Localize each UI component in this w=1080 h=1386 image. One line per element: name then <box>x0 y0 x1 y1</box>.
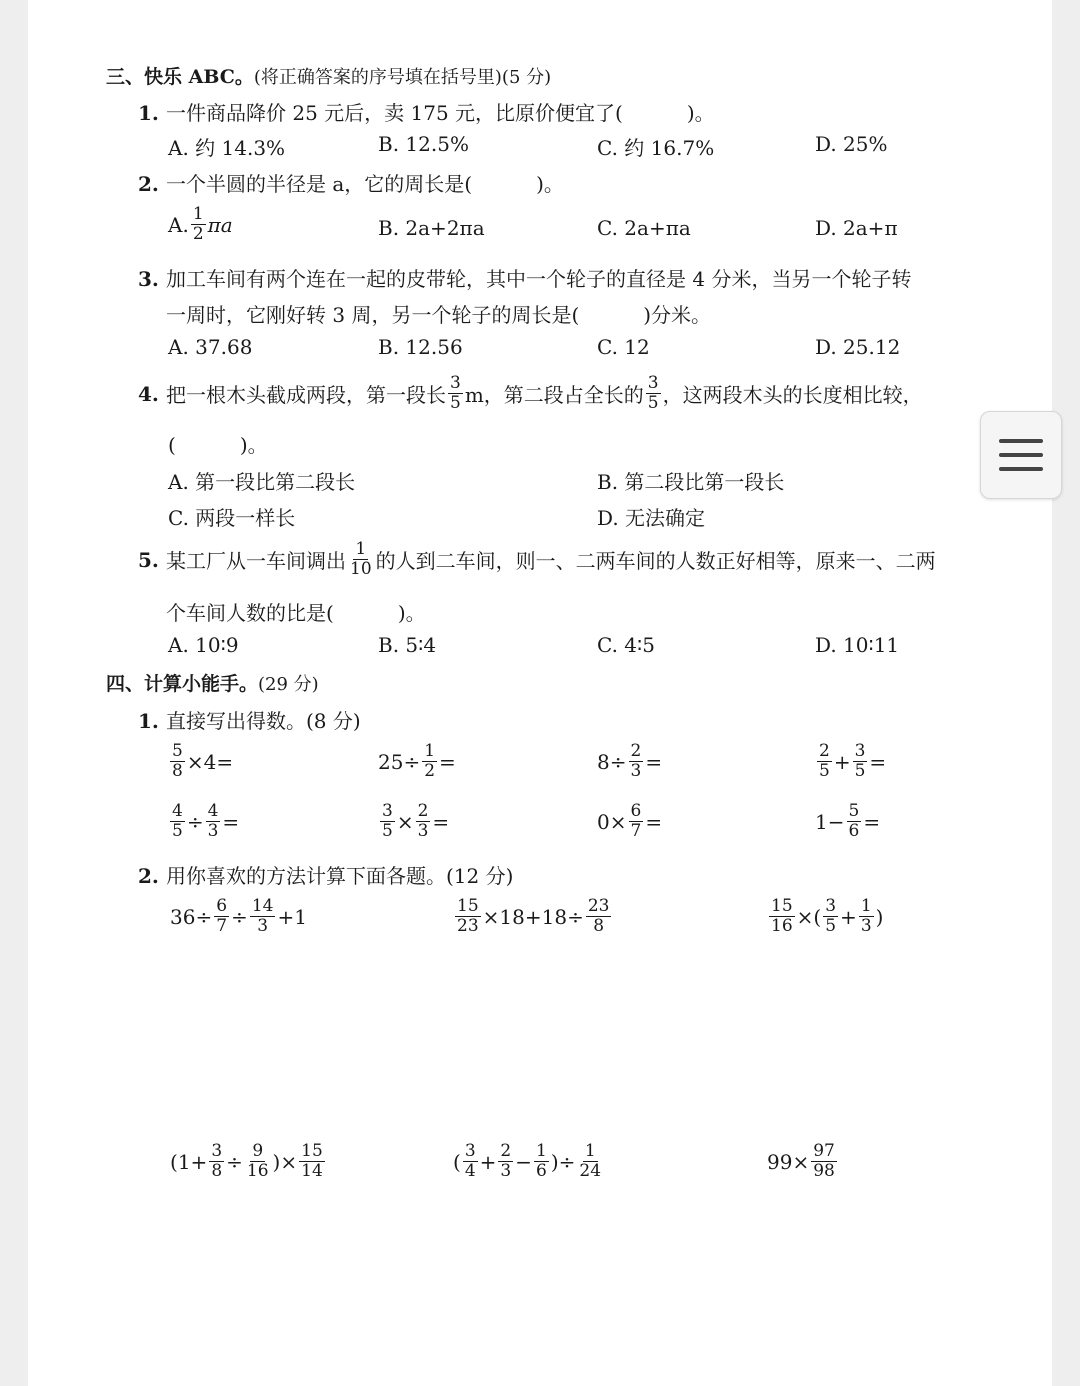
q5-option-c: C. 4∶5 <box>597 633 655 657</box>
math-token: πa <box>207 212 233 237</box>
math-token: 1 <box>294 904 307 929</box>
math-token: 1 <box>192 204 204 224</box>
fraction <box>250 897 276 936</box>
q5-option-b: B. 5∶4 <box>378 633 437 657</box>
math-token: 1 <box>584 1141 596 1161</box>
fraction <box>817 742 832 781</box>
fraction <box>859 897 874 936</box>
math-token: 5 <box>647 393 659 413</box>
fraction <box>498 1142 513 1181</box>
math-token: 97 <box>813 1141 835 1161</box>
math-token: 把一根木头截成两段，第一段长 <box>166 383 446 407</box>
calc-problem <box>170 897 307 936</box>
math-token: ÷ <box>195 904 213 929</box>
math-token: ) <box>272 1149 281 1174</box>
math-token: 5 <box>382 821 393 841</box>
math-token: 25 <box>378 749 404 774</box>
section4-sub1 <box>138 705 361 734</box>
math-token: 6 <box>630 801 642 821</box>
fraction <box>448 374 463 413</box>
q5-option-d: D. 10∶11 <box>815 633 900 657</box>
math-token: ( <box>168 433 176 457</box>
section4-sub2 <box>138 860 513 889</box>
math-token: ( <box>453 1149 461 1174</box>
math-token: ) <box>550 1149 559 1174</box>
q1-option-c: C. 约 16.7% <box>597 136 715 160</box>
math-token: 3 <box>417 821 429 841</box>
math-token: = <box>432 809 450 834</box>
calc-problem <box>767 1142 839 1181</box>
math-token: 2 <box>819 741 830 761</box>
fraction <box>823 897 838 936</box>
fraction <box>245 1142 271 1181</box>
q2-option-c: C. 2a+πa <box>597 216 691 240</box>
calc-item <box>168 802 239 841</box>
math-token: )。 <box>239 433 268 457</box>
math-token: (29 分) <box>258 674 319 695</box>
fraction <box>586 897 612 936</box>
math-token: 4 <box>464 1161 476 1181</box>
math-token: = <box>439 749 456 774</box>
math-token: 3 <box>207 821 219 841</box>
math-token: 三、快乐 ABC。 <box>106 66 254 88</box>
math-token: 10 <box>350 559 372 579</box>
math-token: 1 <box>536 1141 547 1161</box>
math-token: 3 <box>630 761 642 781</box>
q2-option-d: D. 2a+π <box>815 216 898 240</box>
fraction <box>629 742 644 781</box>
math-token: 2 <box>424 761 436 781</box>
fraction <box>170 742 185 781</box>
math-token: 8 <box>211 1161 223 1181</box>
math-token: 4 <box>207 801 219 821</box>
math-token: 14 <box>301 1161 323 1181</box>
math-token: ÷ <box>567 904 584 929</box>
math-token: = <box>645 809 663 834</box>
fraction <box>463 1142 478 1181</box>
math-token: × <box>792 1149 810 1174</box>
math-token: ÷ <box>231 904 248 929</box>
math-token: 8 <box>593 916 605 936</box>
calc-item <box>815 742 886 781</box>
math-token: 3 <box>854 741 866 761</box>
math-token: 15 <box>301 1141 323 1161</box>
math-token: 直接写出得数。(8 分) <box>166 709 361 733</box>
fraction <box>847 802 862 841</box>
math-token: 8 <box>597 749 610 774</box>
q4-option-a: A. 第一段比第二段长 <box>168 470 356 494</box>
math-token: 3 <box>257 916 269 936</box>
math-token: 5 <box>848 801 860 821</box>
math-token: 3 <box>464 1141 476 1161</box>
question-1 <box>138 97 715 126</box>
q3-option-b: B. 12.56 <box>378 335 463 359</box>
fraction <box>209 1142 224 1181</box>
section4-heading <box>106 669 319 696</box>
math-token: 个车间人数的比是( <box>166 601 334 625</box>
math-token: ( <box>813 904 822 929</box>
math-token: 加工车间有两个连在一起的皮带轮，其中一个轮子的直径是 4 分米，当另一个轮子转 <box>166 267 912 291</box>
math-token: 4. <box>138 381 159 406</box>
fraction <box>646 374 661 413</box>
q4-option-b: B. 第二段比第一段长 <box>597 470 785 494</box>
math-token: 1. <box>138 101 159 125</box>
math-token: 6 <box>216 896 228 916</box>
math-token: 5 <box>825 916 837 936</box>
q1-option-d: D. 25% <box>815 132 888 156</box>
math-token: 3 <box>825 896 837 916</box>
math-token: ÷ <box>403 749 421 774</box>
question-3-line2 <box>166 299 711 328</box>
math-token: 5. <box>138 547 159 572</box>
math-token: × <box>609 809 627 834</box>
calc-problem <box>453 1142 605 1181</box>
math-token: 4 <box>203 749 217 774</box>
calc-item <box>168 742 233 781</box>
math-token: + <box>277 904 295 929</box>
math-token: 4 <box>172 801 183 821</box>
math-token: 16 <box>246 1161 269 1181</box>
math-token: m，第二段占全长的 <box>464 383 644 407</box>
math-token: 36 <box>170 904 196 929</box>
math-token: 5 <box>819 761 830 781</box>
math-token: 15 <box>457 896 479 916</box>
question-4-line2 <box>168 429 268 458</box>
math-token: = <box>869 749 887 774</box>
math-token: ) <box>875 904 884 929</box>
math-token: )分米。 <box>643 303 712 327</box>
question-5-line2 <box>166 597 426 626</box>
math-token: 1 <box>860 896 872 916</box>
question-3 <box>138 263 911 292</box>
math-token: − <box>827 809 845 834</box>
math-token: )。 <box>536 172 564 196</box>
math-token: 某工厂从一车间调出 <box>166 549 346 573</box>
math-token: × <box>186 749 204 774</box>
math-token: 9 <box>252 1141 264 1161</box>
math-token: 2. <box>138 172 159 196</box>
calc-item <box>378 742 456 781</box>
math-token: ÷ <box>558 1149 576 1174</box>
fraction <box>380 802 395 841</box>
math-token: 2 <box>500 1141 512 1161</box>
math-token: ( <box>170 1149 178 1174</box>
math-token: 用你喜欢的方法计算下面各题。(12 分) <box>166 864 514 888</box>
calc-problem <box>170 1142 327 1181</box>
math-token: 1 <box>355 539 367 559</box>
math-token: 18 <box>541 904 568 929</box>
fraction <box>214 897 229 936</box>
question-2 <box>138 168 564 197</box>
math-token: = <box>863 809 881 834</box>
math-token: 23 <box>587 896 610 916</box>
fraction <box>455 897 481 936</box>
math-token: 6 <box>848 821 860 841</box>
math-token: + <box>190 1149 208 1174</box>
fraction <box>170 802 185 841</box>
math-token: 3 <box>211 1141 223 1161</box>
math-token: 3 <box>500 1161 512 1181</box>
math-token: + <box>479 1149 497 1174</box>
fraction <box>811 1142 837 1181</box>
math-token: × <box>396 809 414 834</box>
math-token: 5 <box>172 821 183 841</box>
calc-item <box>815 802 880 841</box>
math-token: 1. <box>138 709 159 733</box>
calc-problem <box>453 897 613 936</box>
fraction <box>769 897 795 936</box>
math-token: 2. <box>138 864 159 888</box>
math-token: (将正确答案的序号填在括号里)(5 分) <box>253 67 552 88</box>
math-token: 16 <box>771 916 793 936</box>
math-token: 15 <box>771 896 793 916</box>
math-token: 98 <box>813 1161 835 1181</box>
math-token: 7 <box>216 916 228 936</box>
menu-button[interactable] <box>980 411 1062 499</box>
math-token: ÷ <box>609 749 627 774</box>
q2-option-a <box>168 205 233 244</box>
math-token: 2 <box>192 224 204 244</box>
calc-item <box>597 742 662 781</box>
math-token: 5 <box>450 393 461 413</box>
q3-option-a: A. 37.68 <box>168 335 253 359</box>
math-token: 5 <box>854 761 866 781</box>
math-token: 5 <box>172 741 183 761</box>
math-token: )。 <box>397 601 426 625</box>
calc-item <box>597 802 662 841</box>
math-token: 0 <box>597 809 610 834</box>
math-token: − <box>515 1149 532 1174</box>
fraction <box>853 742 868 781</box>
math-token: 1 <box>815 809 828 834</box>
math-token: 1 <box>177 1149 191 1174</box>
fraction <box>577 1142 603 1181</box>
fraction <box>534 1142 549 1181</box>
math-token: + <box>833 749 851 774</box>
q3-option-c: C. 12 <box>597 335 650 359</box>
fraction <box>191 205 206 244</box>
fraction <box>299 1142 325 1181</box>
math-token: 3 <box>382 801 393 821</box>
math-token: 一个半圆的半径是 a，它的周长是( <box>166 172 473 196</box>
math-token: 一件商品降价 25 元后，卖 175 元，比原价便宜了( <box>166 101 623 125</box>
fraction <box>416 802 431 841</box>
math-token: 2 <box>417 801 429 821</box>
math-token: + <box>840 904 857 929</box>
math-token: 24 <box>579 1161 602 1181</box>
fraction <box>629 802 644 841</box>
math-token: 23 <box>457 916 479 936</box>
math-token: 2 <box>630 741 642 761</box>
math-token: 3. <box>138 267 159 291</box>
math-token: = <box>645 749 663 774</box>
math-token: 3 <box>860 916 872 936</box>
math-token: × <box>482 904 500 929</box>
math-token: ÷ <box>226 1149 243 1174</box>
question-5 <box>138 540 936 579</box>
calc-item <box>378 802 449 841</box>
q5-option-a: A. 10∶9 <box>168 633 239 657</box>
calc-problem <box>767 897 883 936</box>
math-token: × <box>280 1149 298 1174</box>
fraction <box>422 742 437 781</box>
math-token: 的人到二车间，则一、二两车间的人数正好相等，原来一、二两 <box>375 549 936 573</box>
math-token: = <box>216 749 234 774</box>
math-token: 99 <box>767 1149 793 1174</box>
section3-heading <box>106 62 551 89</box>
math-token: )。 <box>686 101 715 125</box>
math-token: ，这两段木头的长度相比较， <box>662 383 923 407</box>
math-token: 一周时，它刚好转 3 周，另一个轮子的周长是( <box>166 303 580 327</box>
q4-option-d: D. 无法确定 <box>597 506 706 530</box>
math-token: × <box>796 904 814 929</box>
math-token: 7 <box>630 821 642 841</box>
q4-option-c: C. 两段一样长 <box>168 506 296 530</box>
fraction <box>348 540 374 579</box>
q1-option-b: B. 12.5% <box>378 132 469 156</box>
math-token: 14 <box>251 896 274 916</box>
q1-option-a: A. 约 14.3% <box>168 136 286 160</box>
math-token: = <box>222 809 240 834</box>
math-token: ÷ <box>186 809 204 834</box>
math-token: 3 <box>450 373 461 393</box>
math-token: 3 <box>647 373 659 393</box>
question-4 <box>138 374 923 413</box>
math-token: 6 <box>536 1161 547 1181</box>
math-token: A. <box>168 212 189 237</box>
math-token: 18 <box>499 904 525 929</box>
fraction <box>206 802 221 841</box>
q3-option-d: D. 25.12 <box>815 335 901 359</box>
math-token: 四、计算小能手。 <box>106 673 259 695</box>
math-token: + <box>524 904 542 929</box>
q2-option-b: B. 2a+2πa <box>378 216 485 240</box>
math-token: 1 <box>424 741 436 761</box>
math-token: 8 <box>172 761 183 781</box>
